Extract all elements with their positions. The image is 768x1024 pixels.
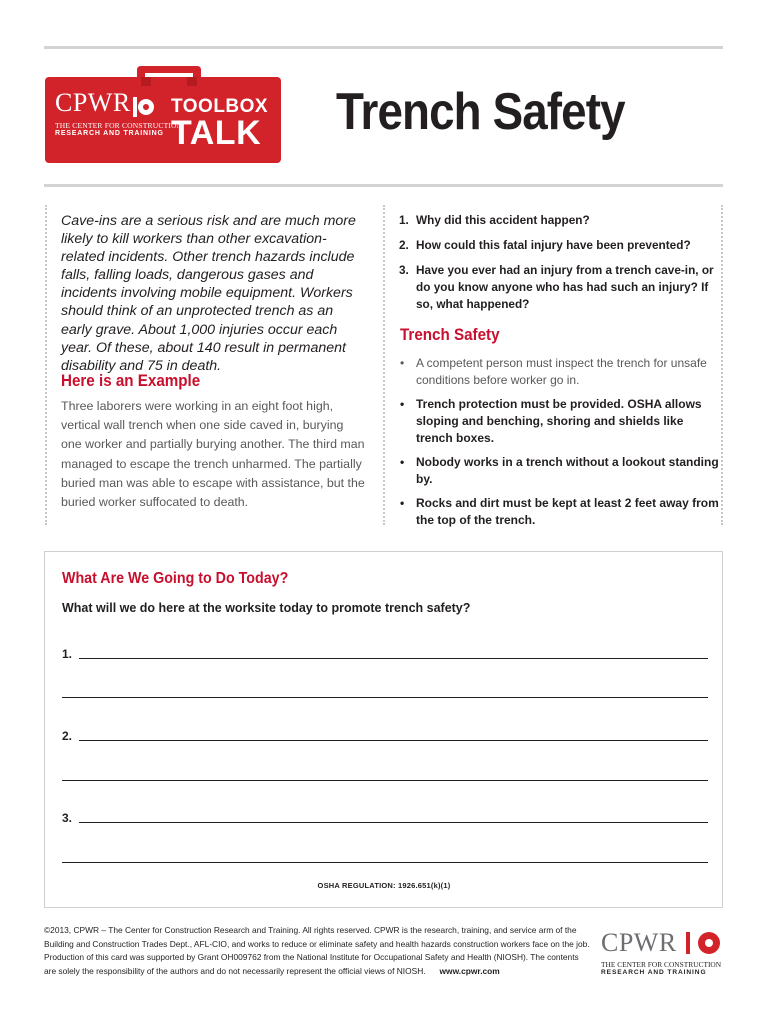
safety-bullet: • Rocks and dirt must be kept at least 2 feet away from the top of the trench.: [400, 496, 719, 527]
trench-safety-heading: Trench Safety: [400, 326, 500, 344]
safety-bullet: • A competent person must inspect the trench for unsafe conditions before worker go in.: [400, 356, 707, 387]
cpwr-mark-icon: [685, 930, 725, 960]
top-rule: [44, 46, 723, 49]
footer-logo-subtitle-2: RESEARCH AND TRAINING: [601, 969, 707, 976]
trench-safety-list: [399, 355, 719, 536]
answer-line[interactable]: [79, 740, 708, 741]
example-paragraph: Three laborers were working in an eight foot high, vertical wall trench when one side caved in, burying one worker and partially burying another. The third man managed to escape the trench unharmed. The partially buried man was able to escape with assistance, but the buried worker suffocated to death.: [61, 399, 365, 510]
safety-bullet: • Trench protection must be provided. OSHA allows sloping and benching, shoring and shields like trench boxes.: [400, 397, 702, 445]
answer-number-3: 3.: [62, 811, 73, 825]
answer-line[interactable]: [62, 780, 708, 781]
question-item: 2. How could this fatal injury have been prevented?: [399, 238, 691, 252]
logo-subtitle-1: THE CENTER FOR CONSTRUCTION: [55, 121, 183, 130]
safety-bullet: • Nobody works in a trench without a lookout standing by.: [400, 455, 719, 486]
logo-toolbox-text: TOOLBOX: [171, 96, 269, 117]
page-title: Trench Safety: [336, 83, 625, 141]
footer-logo-text: CPWR: [601, 928, 677, 957]
footer-text: ©2013, CPWR – The Center for Construction Research and Training. All rights reserved. CPWR is the research, training, and service arm of the Building and Construction Trades Dept., AFL-CIO, and works to reduce or eliminate safety and health hazards construction workers face on the job. Production of this card was supported by Grant OH009762 from the National Institute for Occupational Safety and Health (NIOSH). The contents are solely the responsibility of the authors and do not necessarily represent the official views of NIOSH. www.cpwr.com: [44, 925, 590, 976]
osha-regulation: OSHA REGULATION: 1926.651(k)(1): [317, 881, 451, 890]
bullet-icon: •: [400, 455, 405, 469]
bullet-icon: •: [400, 496, 405, 510]
toolbox-talk-logo: [45, 66, 281, 163]
right-column-guide: [721, 205, 723, 525]
question-item: 3. Have you ever had an injury from a trench cave-in, or do you know anyone who has had such an injury? If so, what happened?: [399, 263, 714, 311]
answer-number-1: 1.: [62, 647, 73, 661]
discussion-questions: [399, 212, 719, 321]
answer-line[interactable]: [62, 697, 708, 698]
left-column-guide: [45, 205, 47, 525]
center-left-guide: [383, 205, 385, 525]
intro-paragraph: Cave-ins are a serious risk and are much more likely to kill workers than other excavation-related incidents. Other trench hazards include falls, falling loads, dangerous gases and incidents involving mobile equipment. Workers should think of an unprotected trench as an early grave. About 1,000 injuries occur each year. Of these, about 140 result in permanent disability and 75 in death.: [61, 213, 356, 374]
logo-subtitle-2: RESEARCH AND TRAINING: [55, 130, 164, 137]
logo-talk-text: TALK: [171, 114, 262, 152]
answer-line[interactable]: [62, 862, 708, 863]
bullet-icon: •: [400, 397, 405, 411]
header-rule: [44, 184, 723, 187]
footer-cpwr-logo: [601, 928, 726, 980]
question-item: 1. Why did this accident happen?: [399, 213, 590, 227]
logo-cpwr-text: CPWR: [55, 88, 131, 117]
example-heading: Here is an Example: [61, 372, 201, 390]
action-plan-question: What will we do here at the worksite today to promote trench safety?: [62, 601, 471, 615]
footer-logo-subtitle-1: THE CENTER FOR CONSTRUCTION: [601, 960, 722, 969]
answer-line[interactable]: [79, 822, 708, 823]
answer-number-2: 2.: [62, 729, 73, 743]
answer-line[interactable]: [79, 658, 708, 659]
bullet-icon: •: [400, 356, 405, 370]
footer-url-link[interactable]: www.cpwr.com: [439, 965, 500, 976]
action-plan-heading: What Are We Going to Do Today?: [62, 570, 289, 587]
